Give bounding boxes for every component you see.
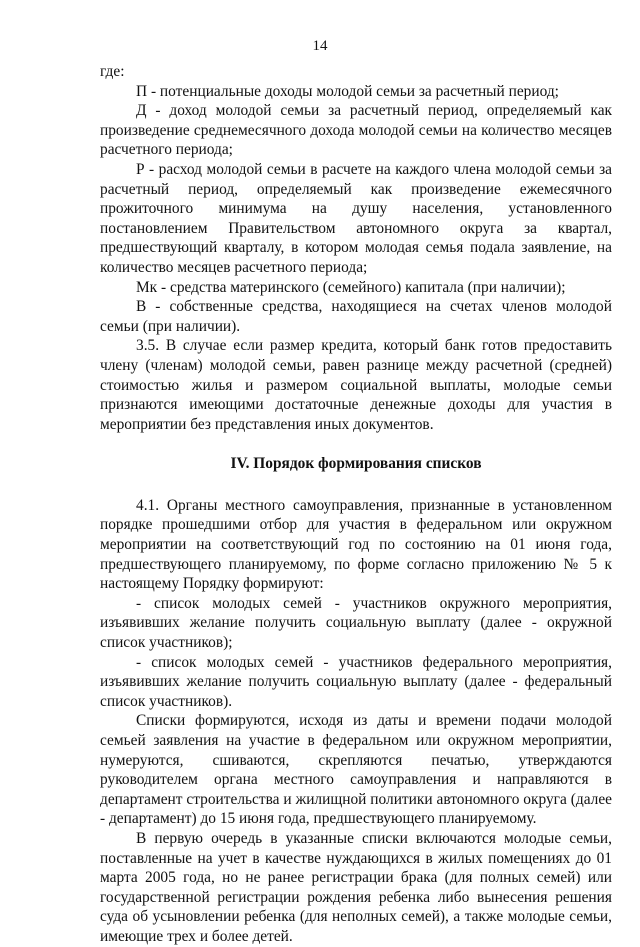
page-number: 14 <box>312 38 328 54</box>
definition-r: Р - расход молодой семьи в расчете на каждого члена молодой семьи за расчетный период, определяемый как произведение ежемесячного прожиточного минимума на душу населения, установленного постановлением Правительством автономного округа за квартал, предшествующий кварталу, в котором молодая семья подала заявление, на количество месяцев расчетного периода; <box>100 160 612 276</box>
paragraph-priority: В первую очередь в указанные списки включаются молодые семьи, поставленные на учет в качестве нуждающихся в жилых помещениях до 01 марта 2005 года, но не ранее регистрации брака (для полных семей) или государственной регистрации рождения ребенка либо вынесения решения суда об усыновлении ребенка (для неполных семей), а также молодые семьи, имеющие трех и более детей. <box>100 829 612 945</box>
clause-4-1: 4.1. Органы местного самоуправления, признанные в установленном порядке прошедшими отбор для участия в федеральном или окружном мероприятии на соответствующий год по состоянию на 01 июня года, предшествующего планируемому, по форме согласно приложению № 5 к настоящему Порядку формируют: <box>100 496 612 593</box>
list-item-district: - список молодых семей - участников окружного мероприятия, изъявивших желание получить социальную выплату (далее - окружной список участников); <box>100 594 612 652</box>
definition-v: В - собственные средства, находящиеся на счетах членов молодой семьи (при наличии). <box>100 298 612 335</box>
paragraph-lists-formed: Списки формируются, исходя из даты и времени подачи молодой семьей заявления на участие в федеральном или окружном мероприятии, нумеруются, сшиваются, скрепляются печатью, утверждаются руководителем органа местного самоуправления и направляются в департамент строительства и жилищной политики автономного округа (далее - департамент) до 15 июня года, предшествующего планируемому. <box>100 712 612 828</box>
intro-where: где: <box>100 63 125 80</box>
clause-3-5: 3.5. В случае если размер кредита, который банк готов предоставить члену (членам) молодой семьи, равен разнице между расчетной (средней) стоимостью жилья и размером социальной выплаты, молодые семьи признаются имеющими достаточные денежные доходы для участия в мероприятии без представления иных документов. <box>100 337 612 433</box>
definition-mk: Мк - средства материнского (семейного) капитала (при наличии); <box>136 278 566 296</box>
section-heading: IV. Порядок формирования списков <box>230 455 482 473</box>
definition-d: Д - доход молодой семьи за расчетный период, определяемый как произведение среднемесячного дохода молодой семьи на количество месяцев расчетного периода; <box>100 102 612 159</box>
document-body <box>100 62 612 947</box>
list-item-federal: - список молодых семей - участников федерального мероприятия, изъявивших желание получить социальную выплату (далее - федеральный список участников). <box>100 653 612 710</box>
definition-p: П - потенциальные доходы молодой семьи за расчетный период; <box>136 82 559 100</box>
